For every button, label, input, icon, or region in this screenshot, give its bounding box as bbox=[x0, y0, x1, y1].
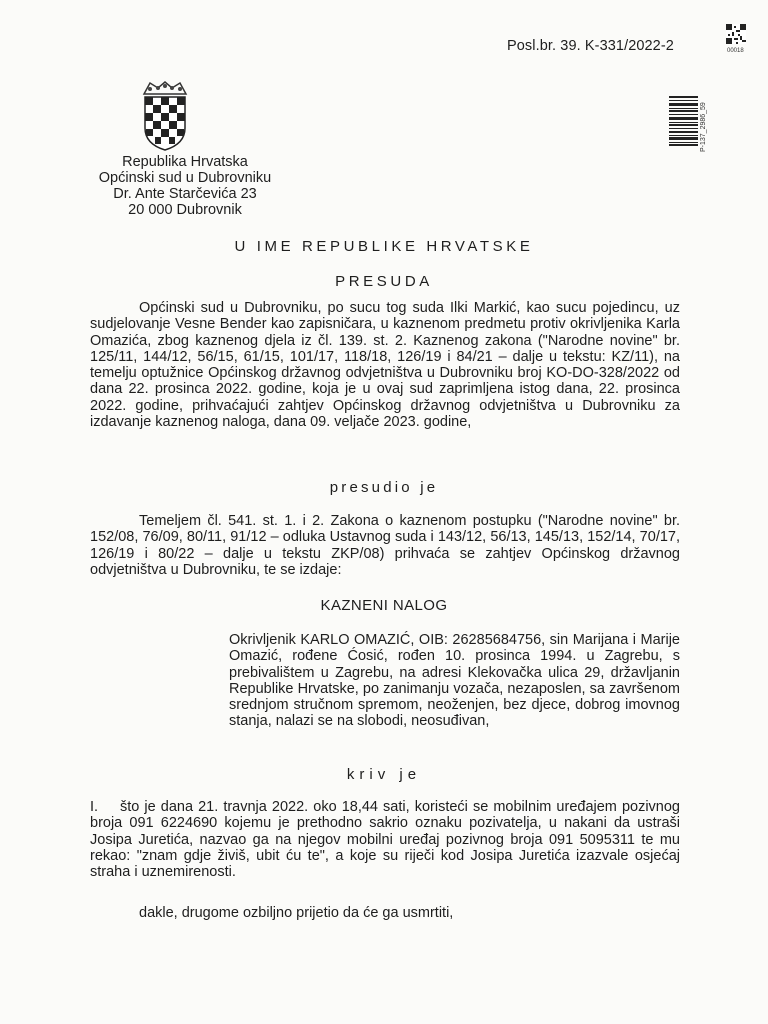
court-address-block bbox=[80, 154, 290, 218]
penalty-order-heading: KAZNENI NALOG bbox=[320, 597, 448, 614]
legal-basis-paragraph: Temeljem čl. 541. st. 1. i 2. Zakona o kaznenom postupku ("Narodne novine" br. 152/08, 76/09, 80/11, 91/12 – odluka Ustavnog suda i 143/12, 56/13, 145/13, 152/14, 70/17, 126/19 i 80/22 – dalje u tekstu ZKP/08) prihvaća se zahtjev Općinskog državnog odvjetništva u Dubrovniku, te se izdaje: bbox=[90, 513, 680, 578]
country-name: Republika Hrvatska bbox=[122, 154, 248, 170]
court-city: 20 000 Dubrovnik bbox=[128, 202, 242, 218]
barcode-icon bbox=[669, 96, 698, 146]
count-text: što je dana 21. travnja 2022. oko 18,44 sati, koristeći se mobilnim uređajem pozivnog broja 091 6224690 kojemu je prethodno sakrio oznaku pozivatelja, u nakani da ustraši Josipa Juretića, nazvao ga na njegov mobilni uređaj pozivnog broja 091 5095311 te mu rekao: "znam gdje živiš, ubit ću te", a koje su riječi kod Josipa Juretića izazvale osjećaj straha i uznemirenosti. bbox=[90, 799, 680, 881]
count-paragraph bbox=[90, 799, 680, 880]
verdict-heading: PRESUDA bbox=[335, 273, 433, 290]
barcode-caption: P-137_2986_59 bbox=[700, 102, 707, 152]
qr-code-icon bbox=[726, 24, 746, 44]
ruled-heading: presudio je bbox=[329, 479, 439, 496]
case-reference: Posl.br. 39. K-331/2022-2 bbox=[507, 38, 674, 54]
defendant-paragraph: Okrivljenik KARLO OMAZIĆ, OIB: 26285684756, sin Marijana i Marije Omazić, rođene Ćosić, rođen 10. prosinca 1994. u Zagrebu, s prebivalištem u Zagrebu, na adresi Klekovačka ulica 29, državljanin Republike Hrvatske, po zanimanju vozača, nezaposlen, sa završenom srednjom stručnom spremom, neoženjen, bez djece, dobrog imovnog stanja, nalazi se na slobodi, neosuđivan, bbox=[229, 632, 680, 730]
qr-caption: 00018 bbox=[727, 48, 744, 54]
intro-paragraph: Općinski sud u Dubrovniku, po sucu tog suda Ilki Markić, kao sucu pojedincu, uz sudjelovanje Vesne Bender kao zapisničara, u kaznenom predmetu protiv okrivljenika Karla Omazića, zbog kaznenog djela iz čl. 139. st. 2. Kaznenog zakona ("Narodne novine" br. 125/11, 144/12, 56/15, 61/15, 101/17, 118/18, 126/19 i 84/21 – dalje u tekstu: KZ/11), na temelju optužnice Općinskog državnog odvjetništva u Dubrovniku broj KO-DO-328/2022 od dana 22. prosinca 2022. godine, koja je u ovaj sud zaprimljena istog dana, 22. prosinca 2022. godine, prihvaćajući zahtjev Općinskog državnog odvjetništva u Dubrovniku za izdavanje kaznenog naloga, dana 09. veljače 2023. godine, bbox=[90, 300, 680, 431]
in-name-heading: U IME REPUBLIKE HRVATSKE bbox=[234, 238, 534, 255]
coat-of-arms-icon bbox=[140, 80, 190, 152]
barcode-caption-wrap bbox=[700, 96, 710, 152]
conclusion-paragraph: dakle, drugome ozbiljno prijetio da će ga usmrtiti, bbox=[139, 905, 454, 921]
court-name: Općinski sud u Dubrovniku bbox=[98, 170, 272, 186]
count-number: I. bbox=[90, 799, 99, 815]
guilty-heading: kriv je bbox=[346, 766, 422, 783]
court-street: Dr. Ante Starčevića 23 bbox=[113, 186, 257, 202]
